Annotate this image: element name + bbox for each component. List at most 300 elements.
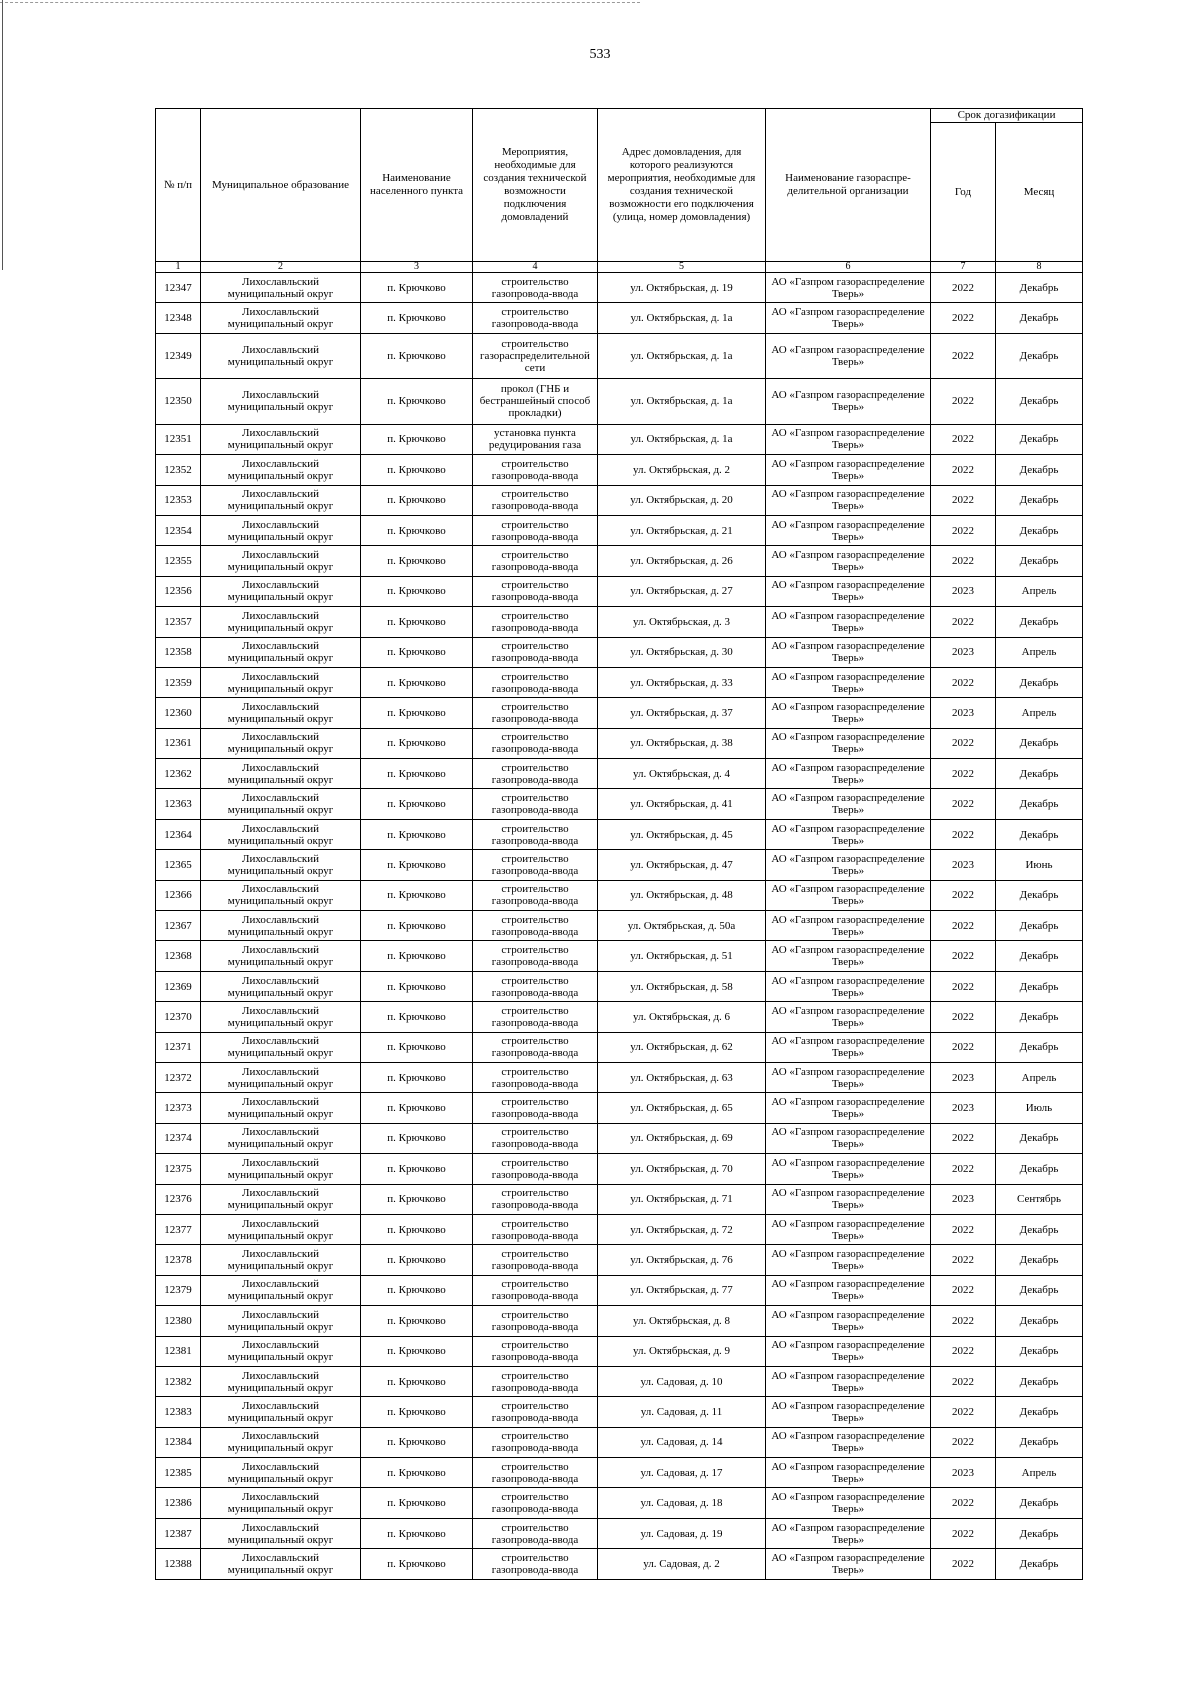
cell-year: 2023 bbox=[931, 850, 996, 880]
header-year: Год bbox=[931, 123, 996, 262]
cell-settlement: п. Крючково bbox=[361, 1336, 473, 1366]
cell-number: 12348 bbox=[156, 303, 201, 333]
table-row bbox=[156, 378, 1083, 424]
cell-address: ул. Октябрьская, д. 26 bbox=[598, 546, 766, 576]
cell-measure: строительство газопровода-ввода bbox=[473, 485, 598, 515]
cell-measure: строительство газопровода-ввода bbox=[473, 1458, 598, 1488]
table-row bbox=[156, 971, 1083, 1001]
cell-municipality: Лихославльский муниципальный округ bbox=[201, 607, 361, 637]
cell-measure: строительство газопровода-ввода bbox=[473, 789, 598, 819]
cell-measure: строительство газопровода-ввода bbox=[473, 546, 598, 576]
cell-settlement: п. Крючково bbox=[361, 1245, 473, 1275]
cell-address: ул. Садовая, д. 14 bbox=[598, 1427, 766, 1457]
cell-settlement: п. Крючково bbox=[361, 698, 473, 728]
cell-municipality: Лихославльский муниципальный округ bbox=[201, 1062, 361, 1092]
cell-measure: строительство газопровода-ввода bbox=[473, 759, 598, 789]
cell-number: 12365 bbox=[156, 850, 201, 880]
cell-month: Декабрь bbox=[996, 819, 1083, 849]
cell-year: 2022 bbox=[931, 455, 996, 485]
cell-measure: строительство газопровода-ввода bbox=[473, 1366, 598, 1396]
cell-measure: строительство газопровода-ввода bbox=[473, 850, 598, 880]
cell-gas-organization: АО «Газпром газораспределение Тверь» bbox=[766, 1306, 931, 1336]
cell-number: 12376 bbox=[156, 1184, 201, 1214]
cell-address: ул. Октябрьская, д. 1а bbox=[598, 424, 766, 454]
cell-settlement: п. Крючково bbox=[361, 637, 473, 667]
cell-measure: строительство газопровода-ввода bbox=[473, 1184, 598, 1214]
cell-address: ул. Октябрьская, д. 1а bbox=[598, 333, 766, 378]
table-row bbox=[156, 789, 1083, 819]
cell-municipality: Лихославльский муниципальный округ bbox=[201, 1154, 361, 1184]
cell-year: 2022 bbox=[931, 273, 996, 303]
cell-address: ул. Октябрьская, д. 21 bbox=[598, 515, 766, 545]
cell-month: Апрель bbox=[996, 1458, 1083, 1488]
cell-gas-organization: АО «Газпром газораспределение Тверь» bbox=[766, 1032, 931, 1062]
scan-edge-line bbox=[0, 2, 640, 3]
cell-number: 12387 bbox=[156, 1518, 201, 1548]
cell-measure: строительство газопровода-ввода bbox=[473, 698, 598, 728]
table-row bbox=[156, 455, 1083, 485]
cell-settlement: п. Крючково bbox=[361, 424, 473, 454]
cell-measure: строительство газопровода-ввода bbox=[473, 1549, 598, 1579]
cell-settlement: п. Крючково bbox=[361, 1184, 473, 1214]
cell-year: 2022 bbox=[931, 911, 996, 941]
cell-number: 12347 bbox=[156, 273, 201, 303]
cell-number: 12368 bbox=[156, 941, 201, 971]
cell-number: 12360 bbox=[156, 698, 201, 728]
cell-municipality: Лихославльский муниципальный округ bbox=[201, 789, 361, 819]
cell-gas-organization: АО «Газпром газораспределение Тверь» bbox=[766, 637, 931, 667]
cell-address: ул. Октябрьская, д. 69 bbox=[598, 1123, 766, 1153]
cell-municipality: Лихославльский муниципальный округ bbox=[201, 424, 361, 454]
table-row bbox=[156, 333, 1083, 378]
cell-gas-organization: АО «Газпром газораспределение Тверь» bbox=[766, 698, 931, 728]
table-row bbox=[156, 1366, 1083, 1396]
cell-address: ул. Октябрьская, д. 27 bbox=[598, 576, 766, 606]
column-number: 1 bbox=[156, 262, 201, 273]
cell-settlement: п. Крючково bbox=[361, 1002, 473, 1032]
cell-number: 12362 bbox=[156, 759, 201, 789]
cell-number: 12355 bbox=[156, 546, 201, 576]
cell-settlement: п. Крючково bbox=[361, 1427, 473, 1457]
cell-settlement: п. Крючково bbox=[361, 1306, 473, 1336]
cell-month: Июнь bbox=[996, 850, 1083, 880]
cell-municipality: Лихославльский муниципальный округ bbox=[201, 728, 361, 758]
cell-municipality: Лихославльский муниципальный округ bbox=[201, 1549, 361, 1579]
cell-address: ул. Октябрьская, д. 50а bbox=[598, 911, 766, 941]
cell-measure: строительство газопровода-ввода bbox=[473, 728, 598, 758]
cell-year: 2022 bbox=[931, 789, 996, 819]
cell-address: ул. Октябрьская, д. 30 bbox=[598, 637, 766, 667]
column-number: 6 bbox=[766, 262, 931, 273]
cell-gas-organization: АО «Газпром газораспределение Тверь» bbox=[766, 1245, 931, 1275]
cell-measure: строительство газопровода-ввода bbox=[473, 1275, 598, 1305]
cell-month: Декабрь bbox=[996, 546, 1083, 576]
cell-municipality: Лихославльский муниципальный округ bbox=[201, 485, 361, 515]
cell-municipality: Лихославльский муниципальный округ bbox=[201, 576, 361, 606]
cell-gas-organization: АО «Газпром газораспределение Тверь» bbox=[766, 424, 931, 454]
page-number: 533 bbox=[589, 47, 611, 62]
cell-year: 2023 bbox=[931, 1062, 996, 1092]
cell-municipality: Лихославльский муниципальный округ bbox=[201, 1184, 361, 1214]
cell-month: Декабрь bbox=[996, 1488, 1083, 1518]
cell-number: 12373 bbox=[156, 1093, 201, 1123]
cell-gas-organization: АО «Газпром газораспределение Тверь» bbox=[766, 1336, 931, 1366]
cell-municipality: Лихославльский муниципальный округ bbox=[201, 303, 361, 333]
table-row bbox=[156, 1093, 1083, 1123]
cell-number: 12383 bbox=[156, 1397, 201, 1427]
cell-number: 12359 bbox=[156, 667, 201, 697]
cell-number: 12385 bbox=[156, 1458, 201, 1488]
header-settlement: Наименование населенного пункта bbox=[361, 109, 473, 262]
cell-measure: строительство газопровода-ввода bbox=[473, 1062, 598, 1092]
cell-measure: строительство газопровода-ввода bbox=[473, 1397, 598, 1427]
cell-gas-organization: АО «Газпром газораспределение Тверь» bbox=[766, 485, 931, 515]
cell-number: 12366 bbox=[156, 880, 201, 910]
cell-gas-organization: АО «Газпром газораспределение Тверь» bbox=[766, 759, 931, 789]
cell-year: 2022 bbox=[931, 1427, 996, 1457]
cell-settlement: п. Крючково bbox=[361, 1123, 473, 1153]
cell-address: ул. Октябрьская, д. 6 bbox=[598, 1002, 766, 1032]
cell-month: Декабрь bbox=[996, 1275, 1083, 1305]
table-row bbox=[156, 576, 1083, 606]
cell-month: Сентябрь bbox=[996, 1184, 1083, 1214]
cell-municipality: Лихославльский муниципальный округ bbox=[201, 1518, 361, 1548]
cell-number: 12384 bbox=[156, 1427, 201, 1457]
cell-gas-organization: АО «Газпром газораспределение Тверь» bbox=[766, 1062, 931, 1092]
cell-gas-organization: АО «Газпром газораспределение Тверь» bbox=[766, 850, 931, 880]
cell-gas-organization: АО «Газпром газораспределение Тверь» bbox=[766, 1366, 931, 1396]
cell-settlement: п. Крючково bbox=[361, 941, 473, 971]
cell-municipality: Лихославльский муниципальный округ bbox=[201, 759, 361, 789]
column-number: 7 bbox=[931, 262, 996, 273]
cell-measure: строительство газопровода-ввода bbox=[473, 941, 598, 971]
cell-gas-organization: АО «Газпром газораспределение Тверь» bbox=[766, 607, 931, 637]
cell-year: 2022 bbox=[931, 880, 996, 910]
cell-measure: строительство газопровода-ввода bbox=[473, 1245, 598, 1275]
cell-year: 2022 bbox=[931, 1154, 996, 1184]
cell-settlement: п. Крючково bbox=[361, 850, 473, 880]
table-row bbox=[156, 1336, 1083, 1366]
cell-number: 12364 bbox=[156, 819, 201, 849]
cell-municipality: Лихославльский муниципальный округ bbox=[201, 698, 361, 728]
table-row bbox=[156, 1549, 1083, 1579]
cell-measure: строительство газопровода-ввода bbox=[473, 880, 598, 910]
cell-settlement: п. Крючково bbox=[361, 1032, 473, 1062]
cell-number: 12378 bbox=[156, 1245, 201, 1275]
cell-year: 2022 bbox=[931, 1275, 996, 1305]
cell-address: ул. Садовая, д. 17 bbox=[598, 1458, 766, 1488]
table-row bbox=[156, 1275, 1083, 1305]
header-month: Месяц bbox=[996, 123, 1083, 262]
cell-gas-organization: АО «Газпром газораспределение Тверь» bbox=[766, 378, 931, 424]
cell-municipality: Лихославльский муниципальный округ bbox=[201, 637, 361, 667]
cell-number: 12371 bbox=[156, 1032, 201, 1062]
cell-year: 2022 bbox=[931, 485, 996, 515]
cell-address: ул. Садовая, д. 2 bbox=[598, 1549, 766, 1579]
cell-year: 2022 bbox=[931, 378, 996, 424]
cell-settlement: п. Крючково bbox=[361, 576, 473, 606]
table-row bbox=[156, 667, 1083, 697]
cell-gas-organization: АО «Газпром газораспределение Тверь» bbox=[766, 333, 931, 378]
cell-month: Декабрь bbox=[996, 607, 1083, 637]
cell-settlement: п. Крючково bbox=[361, 607, 473, 637]
cell-gas-organization: АО «Газпром газораспределение Тверь» bbox=[766, 303, 931, 333]
cell-year: 2022 bbox=[931, 1366, 996, 1396]
cell-municipality: Лихославльский муниципальный округ bbox=[201, 667, 361, 697]
cell-measure: строительство газопровода-ввода bbox=[473, 607, 598, 637]
cell-number: 12377 bbox=[156, 1214, 201, 1244]
cell-municipality: Лихославльский муниципальный округ bbox=[201, 1275, 361, 1305]
cell-year: 2022 bbox=[931, 759, 996, 789]
cell-measure: строительство газопровода-ввода bbox=[473, 971, 598, 1001]
cell-year: 2022 bbox=[931, 728, 996, 758]
cell-municipality: Лихославльский муниципальный округ bbox=[201, 819, 361, 849]
cell-year: 2022 bbox=[931, 515, 996, 545]
cell-year: 2022 bbox=[931, 1306, 996, 1336]
cell-settlement: п. Крючково bbox=[361, 1154, 473, 1184]
cell-number: 12356 bbox=[156, 576, 201, 606]
table-row bbox=[156, 515, 1083, 545]
table-row bbox=[156, 819, 1083, 849]
cell-month: Декабрь bbox=[996, 1366, 1083, 1396]
cell-settlement: п. Крючково bbox=[361, 546, 473, 576]
cell-gas-organization: АО «Газпром газораспределение Тверь» bbox=[766, 1275, 931, 1305]
cell-month: Декабрь bbox=[996, 1336, 1083, 1366]
table-row bbox=[156, 1458, 1083, 1488]
cell-address: ул. Октябрьская, д. 62 bbox=[598, 1032, 766, 1062]
cell-municipality: Лихославльский муниципальный округ bbox=[201, 941, 361, 971]
table-row bbox=[156, 1062, 1083, 1092]
cell-month: Декабрь bbox=[996, 667, 1083, 697]
cell-measure: строительство газопровода-ввода bbox=[473, 1214, 598, 1244]
cell-year: 2023 bbox=[931, 1458, 996, 1488]
cell-settlement: п. Крючково bbox=[361, 1397, 473, 1427]
cell-municipality: Лихославльский муниципальный округ bbox=[201, 1245, 361, 1275]
table-row bbox=[156, 1427, 1083, 1457]
cell-number: 12370 bbox=[156, 1002, 201, 1032]
cell-measure: строительство газопровода-ввода bbox=[473, 911, 598, 941]
header-address: Адрес домовладения, для которого реализуются мероприятия, необходимые для создания технической возможности его подключения (улица, номер домовладения) bbox=[598, 109, 766, 262]
cell-number: 12353 bbox=[156, 485, 201, 515]
cell-year: 2022 bbox=[931, 424, 996, 454]
cell-number: 12386 bbox=[156, 1488, 201, 1518]
cell-gas-organization: АО «Газпром газораспределение Тверь» bbox=[766, 819, 931, 849]
cell-settlement: п. Крючково bbox=[361, 1366, 473, 1396]
table-row bbox=[156, 1488, 1083, 1518]
gasification-table bbox=[155, 108, 1083, 1580]
cell-address: ул. Садовая, д. 11 bbox=[598, 1397, 766, 1427]
cell-year: 2022 bbox=[931, 333, 996, 378]
cell-settlement: п. Крючково bbox=[361, 789, 473, 819]
cell-settlement: п. Крючково bbox=[361, 728, 473, 758]
cell-gas-organization: АО «Газпром газораспределение Тверь» bbox=[766, 728, 931, 758]
column-number: 2 bbox=[201, 262, 361, 273]
cell-number: 12349 bbox=[156, 333, 201, 378]
cell-measure: строительство газопровода-ввода bbox=[473, 1093, 598, 1123]
cell-month: Апрель bbox=[996, 1062, 1083, 1092]
cell-measure: строительство газопровода-ввода bbox=[473, 1032, 598, 1062]
cell-measure: строительство газопровода-ввода bbox=[473, 1306, 598, 1336]
cell-gas-organization: АО «Газпром газораспределение Тверь» bbox=[766, 1184, 931, 1214]
cell-month: Декабрь bbox=[996, 273, 1083, 303]
cell-municipality: Лихославльский муниципальный округ bbox=[201, 273, 361, 303]
table-row bbox=[156, 546, 1083, 576]
cell-measure: строительство газопровода-ввода bbox=[473, 1336, 598, 1366]
cell-month: Декабрь bbox=[996, 1518, 1083, 1548]
cell-settlement: п. Крючково bbox=[361, 1214, 473, 1244]
cell-measure: строительство газопровода-ввода bbox=[473, 1154, 598, 1184]
cell-municipality: Лихославльский муниципальный округ bbox=[201, 971, 361, 1001]
table-row bbox=[156, 941, 1083, 971]
table-row bbox=[156, 637, 1083, 667]
cell-month: Декабрь bbox=[996, 941, 1083, 971]
table-row bbox=[156, 273, 1083, 303]
cell-municipality: Лихославльский муниципальный округ bbox=[201, 1093, 361, 1123]
cell-address: ул. Октябрьская, д. 41 bbox=[598, 789, 766, 819]
cell-measure: строительство газопровода-ввода bbox=[473, 1427, 598, 1457]
cell-address: ул. Октябрьская, д. 3 bbox=[598, 607, 766, 637]
cell-address: ул. Садовая, д. 19 bbox=[598, 1518, 766, 1548]
table-row bbox=[156, 1002, 1083, 1032]
cell-measure: строительство газопровода-ввода bbox=[473, 1488, 598, 1518]
cell-year: 2022 bbox=[931, 1336, 996, 1366]
cell-gas-organization: АО «Газпром газораспределение Тверь» bbox=[766, 515, 931, 545]
cell-gas-organization: АО «Газпром газораспределение Тверь» bbox=[766, 273, 931, 303]
cell-settlement: п. Крючково bbox=[361, 303, 473, 333]
cell-settlement: п. Крючково bbox=[361, 1275, 473, 1305]
table-row bbox=[156, 424, 1083, 454]
cell-settlement: п. Крючково bbox=[361, 1549, 473, 1579]
cell-settlement: п. Крючково bbox=[361, 880, 473, 910]
cell-month: Декабрь bbox=[996, 1002, 1083, 1032]
cell-gas-organization: АО «Газпром газораспределение Тверь» bbox=[766, 1549, 931, 1579]
cell-gas-organization: АО «Газпром газораспределение Тверь» bbox=[766, 880, 931, 910]
table-row bbox=[156, 1518, 1083, 1548]
cell-gas-organization: АО «Газпром газораспределение Тверь» bbox=[766, 911, 931, 941]
cell-address: ул. Октябрьская, д. 45 bbox=[598, 819, 766, 849]
cell-month: Декабрь bbox=[996, 911, 1083, 941]
cell-address: ул. Садовая, д. 10 bbox=[598, 1366, 766, 1396]
cell-month: Декабрь bbox=[996, 759, 1083, 789]
table-row bbox=[156, 1184, 1083, 1214]
column-number: 5 bbox=[598, 262, 766, 273]
cell-address: ул. Октябрьская, д. 51 bbox=[598, 941, 766, 971]
cell-month: Декабрь bbox=[996, 728, 1083, 758]
cell-year: 2022 bbox=[931, 1032, 996, 1062]
cell-year: 2022 bbox=[931, 1397, 996, 1427]
cell-municipality: Лихославльский муниципальный округ bbox=[201, 1458, 361, 1488]
cell-gas-organization: АО «Газпром газораспределение Тверь» bbox=[766, 1214, 931, 1244]
cell-address: ул. Октябрьская, д. 72 bbox=[598, 1214, 766, 1244]
cell-settlement: п. Крючково bbox=[361, 971, 473, 1001]
cell-address: ул. Октябрьская, д. 58 bbox=[598, 971, 766, 1001]
table-row bbox=[156, 1397, 1083, 1427]
cell-gas-organization: АО «Газпром газораспределение Тверь» bbox=[766, 1427, 931, 1457]
cell-number: 12363 bbox=[156, 789, 201, 819]
cell-number: 12361 bbox=[156, 728, 201, 758]
cell-settlement: п. Крючково bbox=[361, 667, 473, 697]
cell-municipality: Лихославльский муниципальный округ bbox=[201, 880, 361, 910]
cell-settlement: п. Крючково bbox=[361, 515, 473, 545]
cell-gas-organization: АО «Газпром газораспределение Тверь» bbox=[766, 1458, 931, 1488]
cell-measure: строительство газопровода-ввода bbox=[473, 273, 598, 303]
cell-municipality: Лихославльский муниципальный округ bbox=[201, 1306, 361, 1336]
cell-measure: строительство газопровода-ввода bbox=[473, 515, 598, 545]
cell-month: Декабрь bbox=[996, 303, 1083, 333]
cell-address: ул. Октябрьская, д. 63 bbox=[598, 1062, 766, 1092]
cell-municipality: Лихославльский муниципальный округ bbox=[201, 1397, 361, 1427]
cell-settlement: п. Крючково bbox=[361, 273, 473, 303]
header-deadline-group: Срок догазификации bbox=[931, 109, 1083, 123]
table-row bbox=[156, 850, 1083, 880]
cell-measure: строительство газораспределительной сети bbox=[473, 333, 598, 378]
cell-municipality: Лихославльский муниципальный округ bbox=[201, 1366, 361, 1396]
cell-address: ул. Октябрьская, д. 71 bbox=[598, 1184, 766, 1214]
cell-gas-organization: АО «Газпром газораспределение Тверь» bbox=[766, 971, 931, 1001]
cell-number: 12358 bbox=[156, 637, 201, 667]
cell-month: Декабрь bbox=[996, 1245, 1083, 1275]
cell-measure: строительство газопровода-ввода bbox=[473, 455, 598, 485]
cell-settlement: п. Крючково bbox=[361, 1093, 473, 1123]
cell-number: 12374 bbox=[156, 1123, 201, 1153]
cell-gas-organization: АО «Газпром газораспределение Тверь» bbox=[766, 789, 931, 819]
cell-number: 12388 bbox=[156, 1549, 201, 1579]
table-row bbox=[156, 1154, 1083, 1184]
cell-municipality: Лихославльский муниципальный округ bbox=[201, 455, 361, 485]
cell-year: 2022 bbox=[931, 941, 996, 971]
scan-edge-line bbox=[2, 0, 3, 270]
header-municipality: Муниципальное образование bbox=[201, 109, 361, 262]
column-number-row bbox=[156, 262, 1083, 273]
cell-year: 2022 bbox=[931, 1002, 996, 1032]
cell-settlement: п. Крючково bbox=[361, 1458, 473, 1488]
cell-address: ул. Октябрьская, д. 76 bbox=[598, 1245, 766, 1275]
table-row bbox=[156, 759, 1083, 789]
table-row bbox=[156, 1214, 1083, 1244]
cell-month: Декабрь bbox=[996, 1397, 1083, 1427]
cell-year: 2022 bbox=[931, 1549, 996, 1579]
cell-year: 2022 bbox=[931, 971, 996, 1001]
cell-municipality: Лихославльский муниципальный округ bbox=[201, 546, 361, 576]
cell-year: 2022 bbox=[931, 1488, 996, 1518]
cell-month: Декабрь bbox=[996, 424, 1083, 454]
cell-gas-organization: АО «Газпром газораспределение Тверь» bbox=[766, 546, 931, 576]
cell-month: Декабрь bbox=[996, 378, 1083, 424]
cell-address: ул. Октябрьская, д. 9 bbox=[598, 1336, 766, 1366]
cell-month: Декабрь bbox=[996, 880, 1083, 910]
cell-year: 2022 bbox=[931, 1214, 996, 1244]
cell-settlement: п. Крючково bbox=[361, 455, 473, 485]
cell-year: 2022 bbox=[931, 1518, 996, 1548]
cell-settlement: п. Крючково bbox=[361, 759, 473, 789]
cell-month: Декабрь bbox=[996, 971, 1083, 1001]
cell-gas-organization: АО «Газпром газораспределение Тверь» bbox=[766, 455, 931, 485]
cell-gas-organization: АО «Газпром газораспределение Тверь» bbox=[766, 1154, 931, 1184]
cell-municipality: Лихославльский муниципальный округ bbox=[201, 1488, 361, 1518]
cell-settlement: п. Крючково bbox=[361, 911, 473, 941]
cell-settlement: п. Крючково bbox=[361, 333, 473, 378]
cell-address: ул. Октябрьская, д. 1а bbox=[598, 303, 766, 333]
cell-address: ул. Садовая, д. 18 bbox=[598, 1488, 766, 1518]
cell-municipality: Лихославльский муниципальный округ bbox=[201, 1336, 361, 1366]
cell-measure: строительство газопровода-ввода bbox=[473, 576, 598, 606]
cell-municipality: Лихославльский муниципальный округ bbox=[201, 1427, 361, 1457]
cell-municipality: Лихославльский муниципальный округ bbox=[201, 1123, 361, 1153]
cell-month: Апрель bbox=[996, 637, 1083, 667]
cell-number: 12381 bbox=[156, 1336, 201, 1366]
cell-gas-organization: АО «Газпром газораспределение Тверь» bbox=[766, 1123, 931, 1153]
cell-address: ул. Октябрьская, д. 65 bbox=[598, 1093, 766, 1123]
